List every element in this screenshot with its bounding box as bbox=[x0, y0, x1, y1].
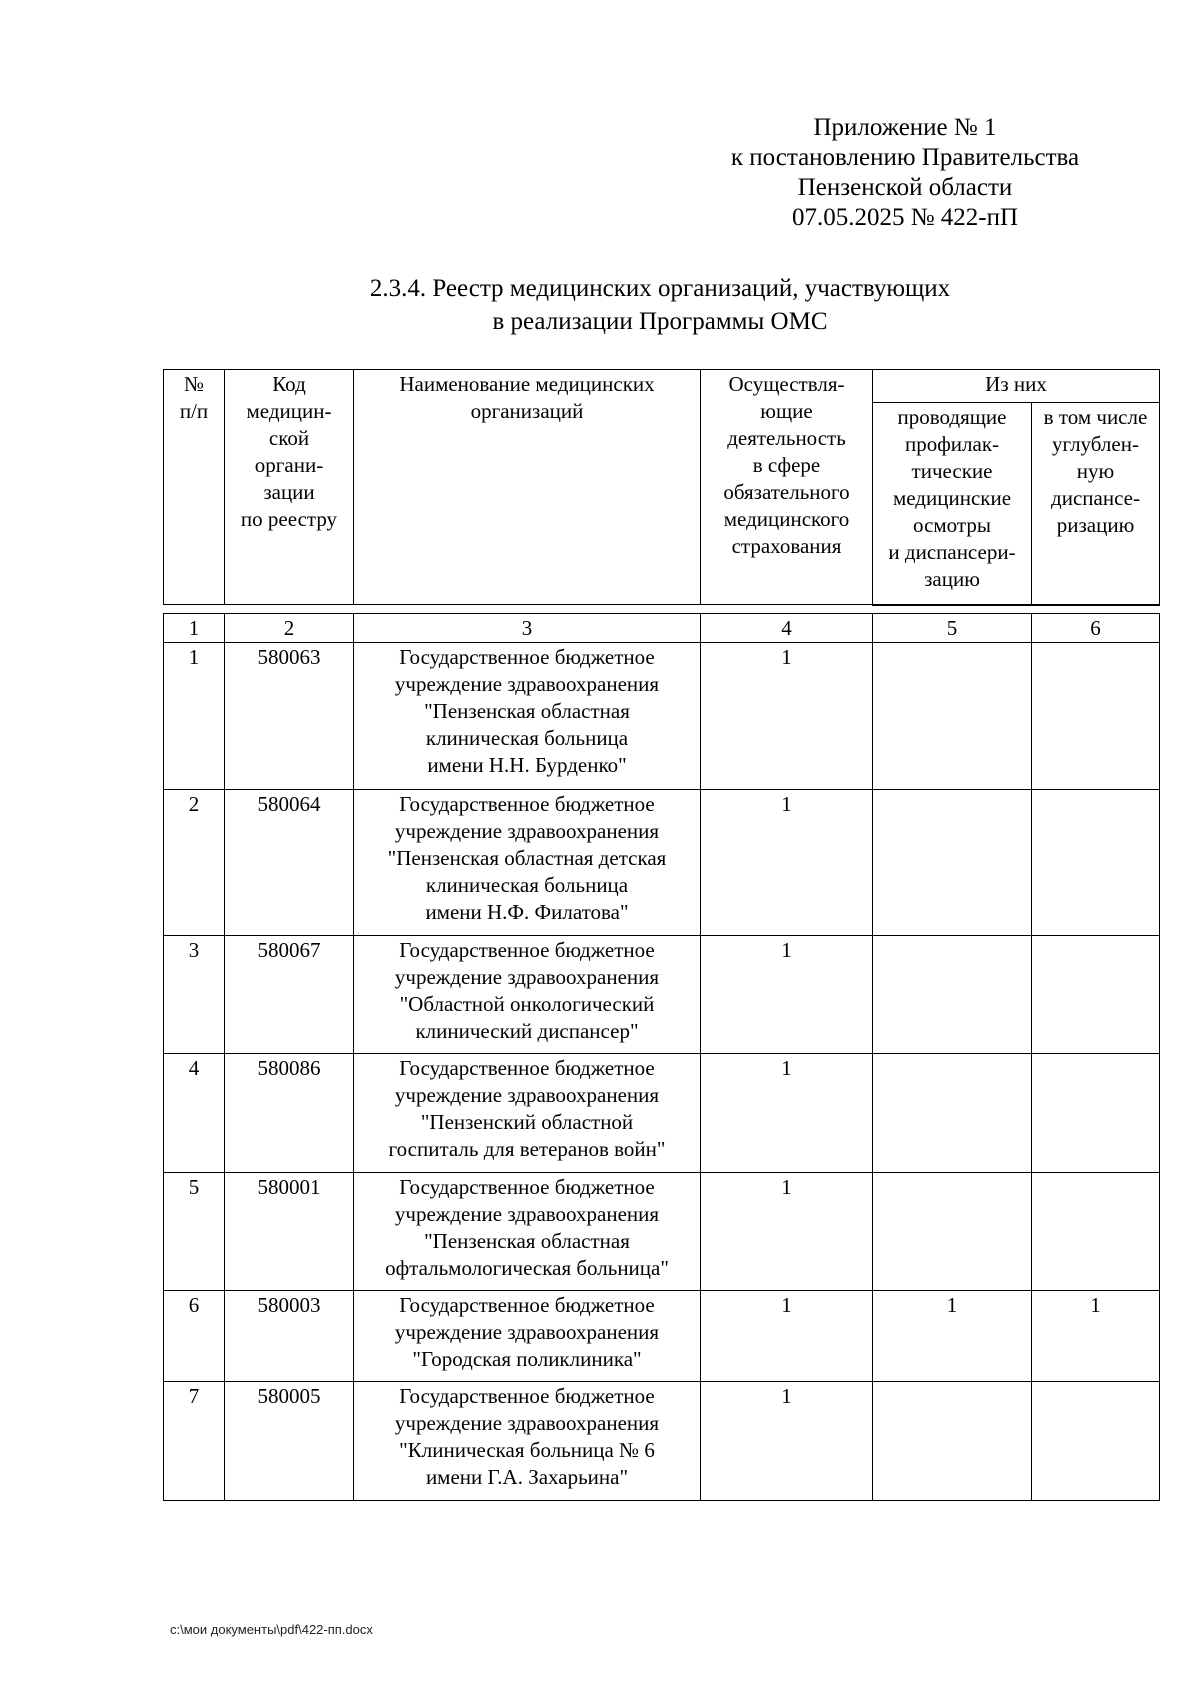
oms-flag: 1 bbox=[701, 1291, 873, 1382]
registry-table-header bbox=[163, 369, 1160, 606]
oms-flag: 1 bbox=[701, 643, 873, 790]
org-name: Государственное бюджетное учреждение здравоохранения "Городская поликлиника" bbox=[354, 1291, 701, 1382]
preventive-flag: 1 bbox=[873, 1291, 1032, 1382]
oms-flag: 1 bbox=[701, 790, 873, 936]
header-preventive-exams: проводящие профилак- тические медицинские осмотры и диспансери- зацию bbox=[873, 403, 1032, 605]
appendix-title: Приложение № 1 bbox=[813, 114, 997, 141]
oms-flag: 1 bbox=[701, 1054, 873, 1173]
column-number-row bbox=[164, 614, 1160, 643]
document-title-line2: в реализации Программы ОМС bbox=[492, 308, 828, 335]
table-row bbox=[164, 643, 1160, 790]
oms-flag: 1 bbox=[701, 1173, 873, 1291]
row-number: 4 bbox=[164, 1054, 225, 1173]
preventive-flag bbox=[873, 643, 1032, 790]
row-number: 7 bbox=[164, 1382, 225, 1501]
org-name: Государственное бюджетное учреждение здравоохранения "Клиническая больница № 6 имени Г.А. Захарьина" bbox=[354, 1382, 701, 1501]
preventive-flag bbox=[873, 790, 1032, 936]
table-row bbox=[164, 1291, 1160, 1382]
deep-dispensary-flag bbox=[1032, 1054, 1160, 1173]
row-number: 3 bbox=[164, 936, 225, 1054]
org-name: Государственное бюджетное учреждение здравоохранения "Областной онкологический клинический диспансер" bbox=[354, 936, 701, 1054]
row-number: 5 bbox=[164, 1173, 225, 1291]
column-number: 5 bbox=[873, 614, 1032, 643]
header-org-code: Код медицин- ской органи- зации по реестру bbox=[225, 370, 354, 605]
org-code: 580067 bbox=[225, 936, 354, 1054]
preventive-flag bbox=[873, 936, 1032, 1054]
column-number: 4 bbox=[701, 614, 873, 643]
header-oms-activity: Осуществля- ющие деятельность в сфере обязательного медицинского страхования bbox=[701, 370, 873, 605]
row-number: 1 bbox=[164, 643, 225, 790]
column-number: 1 bbox=[164, 614, 225, 643]
org-code: 580064 bbox=[225, 790, 354, 936]
deep-dispensary-flag bbox=[1032, 1173, 1160, 1291]
org-code: 580086 bbox=[225, 1054, 354, 1173]
file-path-footer: c:\мои документы\pdf\422-пп.docx bbox=[170, 1622, 373, 1637]
preventive-flag bbox=[873, 1054, 1032, 1173]
appendix-resolution-line: к постановлению Правительства bbox=[730, 144, 1080, 171]
org-code: 580063 bbox=[225, 643, 354, 790]
header-number: № п/п bbox=[164, 370, 225, 605]
table-row bbox=[164, 936, 1160, 1054]
column-number: 2 bbox=[225, 614, 354, 643]
oms-flag: 1 bbox=[701, 936, 873, 1054]
document-title-line1: 2.3.4. Реестр медицинских организаций, участвующих bbox=[369, 275, 951, 302]
registry-table-body bbox=[163, 613, 1160, 1501]
preventive-flag bbox=[873, 1382, 1032, 1501]
appendix-region-line: Пензенской области bbox=[797, 174, 1013, 201]
deep-dispensary-flag bbox=[1032, 790, 1160, 936]
oms-flag: 1 bbox=[701, 1382, 873, 1501]
org-name: Государственное бюджетное учреждение здравоохранения "Пензенская областная клиническая больница имени Н.Н. Бурденко" bbox=[354, 643, 701, 790]
appendix-date-number: 07.05.2025 № 422-пП bbox=[791, 204, 1019, 231]
org-name: Государственное бюджетное учреждение здравоохранения "Пензенская областная детская клиническая больница имени Н.Ф. Филатова" bbox=[354, 790, 701, 936]
header-deep-dispensary: в том числе углублен- ную диспансе- ризацию bbox=[1032, 403, 1160, 605]
deep-dispensary-flag bbox=[1032, 643, 1160, 790]
table-row bbox=[164, 790, 1160, 936]
deep-dispensary-flag: 1 bbox=[1032, 1291, 1160, 1382]
table-row bbox=[164, 1382, 1160, 1501]
document-title bbox=[280, 272, 1040, 338]
column-number: 6 bbox=[1032, 614, 1160, 643]
org-code: 580003 bbox=[225, 1291, 354, 1382]
header-of-them: Из них bbox=[873, 370, 1160, 403]
org-name: Государственное бюджетное учреждение здравоохранения "Пензенская областная офтальмологическая больница" bbox=[354, 1173, 701, 1291]
preventive-flag bbox=[873, 1173, 1032, 1291]
table-row bbox=[164, 1173, 1160, 1291]
org-code: 580005 bbox=[225, 1382, 354, 1501]
org-name: Государственное бюджетное учреждение здравоохранения "Пензенский областной госпиталь для ветеранов войн" bbox=[354, 1054, 701, 1173]
table-row bbox=[164, 1054, 1160, 1173]
deep-dispensary-flag bbox=[1032, 936, 1160, 1054]
row-number: 2 bbox=[164, 790, 225, 936]
row-number: 6 bbox=[164, 1291, 225, 1382]
org-code: 580001 bbox=[225, 1173, 354, 1291]
deep-dispensary-flag bbox=[1032, 1382, 1160, 1501]
appendix-block bbox=[690, 113, 1120, 233]
column-number: 3 bbox=[354, 614, 701, 643]
header-org-name: Наименование медицинских организаций bbox=[354, 370, 701, 605]
